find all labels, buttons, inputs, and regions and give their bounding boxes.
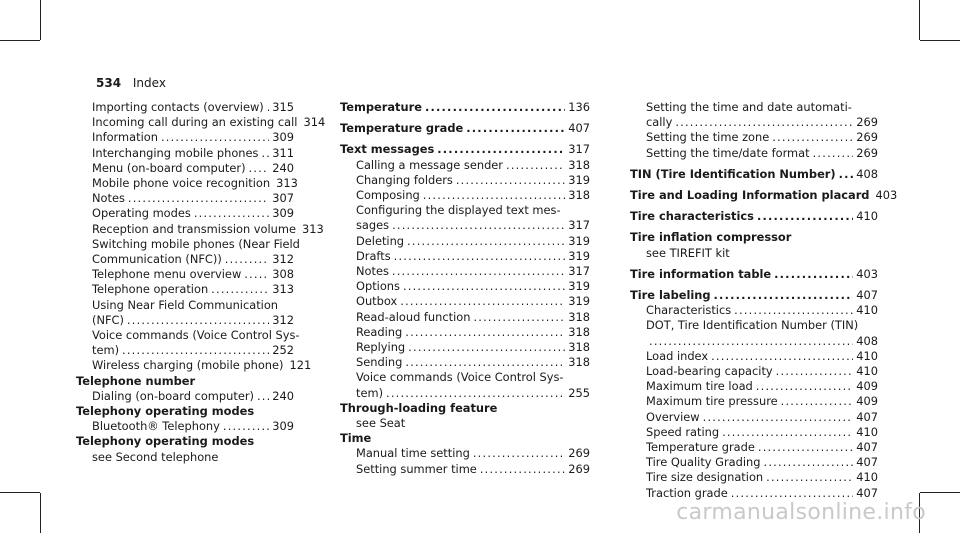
dot-leader xyxy=(711,349,853,364)
dot-leader xyxy=(244,267,269,282)
page-reference: 409 xyxy=(856,394,878,409)
index-entry xyxy=(630,188,898,203)
entry-text: Deleting xyxy=(356,233,405,248)
page-reference: 269 xyxy=(856,115,878,130)
entry-text: Changing folders xyxy=(356,172,453,187)
page-reference: 410 xyxy=(856,303,878,318)
dot-leader xyxy=(161,130,269,145)
index-subentry xyxy=(340,462,590,477)
index-subentry xyxy=(76,358,312,373)
crop-mark xyxy=(920,40,960,41)
index-subentry xyxy=(630,364,878,379)
dot-leader xyxy=(267,100,270,115)
dot-leader xyxy=(756,379,853,394)
entry-text: Importing contacts (overview) xyxy=(92,100,264,114)
index-subentry xyxy=(76,389,294,404)
dot-leader xyxy=(764,455,854,470)
index-subentry: Using Near Field Communication xyxy=(92,297,279,312)
page-reference: 317 xyxy=(568,218,590,233)
index-subentry xyxy=(340,310,590,325)
entry-text: Composing xyxy=(356,188,420,203)
index-subentry xyxy=(340,446,590,461)
entry-text: Traction grade xyxy=(646,485,728,500)
entry-text: Options xyxy=(356,279,400,294)
page-reference: 317 xyxy=(568,264,590,279)
crop-mark xyxy=(0,492,40,493)
watermark: carmanualsonline.info xyxy=(676,500,926,525)
entry-text: Reception and transmission volume xyxy=(92,221,296,236)
index-subentry xyxy=(630,115,878,130)
index-subentry: Voice commands (Voice Control Sys- xyxy=(92,328,300,343)
index-subentry xyxy=(630,303,878,318)
page-reference: 317 xyxy=(568,142,590,157)
dot-leader xyxy=(703,410,854,425)
dot-leader xyxy=(128,191,269,206)
page-reference: 318 xyxy=(568,157,590,172)
crop-mark xyxy=(919,0,920,40)
page-reference: 269 xyxy=(568,446,590,461)
page-reference: 410 xyxy=(856,348,878,363)
index-subentry xyxy=(630,146,878,161)
index-entry xyxy=(630,288,878,303)
entry-text: Load index xyxy=(646,348,709,363)
index-subentry: Voice commands (Voice Control Sys- xyxy=(356,370,564,385)
index-entry: Time xyxy=(340,431,372,446)
index-entry: Telephony operating modes xyxy=(76,434,255,449)
dot-leader xyxy=(394,249,566,264)
page-reference: 309 xyxy=(272,130,294,145)
entry-text: tem) xyxy=(92,343,120,358)
index-entry xyxy=(340,100,590,115)
entry-text: sages xyxy=(356,218,390,233)
index-entry xyxy=(340,142,590,157)
index-subentry: see TIREFIT kit xyxy=(646,245,730,260)
page-reference: 407 xyxy=(856,485,878,500)
index-subentry xyxy=(76,100,294,115)
entry-text: Setting summer time xyxy=(356,461,477,476)
page-reference: 121 xyxy=(289,358,312,373)
page-reference: 407 xyxy=(856,455,878,470)
index-subentry xyxy=(340,173,590,188)
page-reference: 314 xyxy=(303,115,326,130)
page-reference: 318 xyxy=(568,340,590,355)
entry-text: Reading xyxy=(356,324,403,339)
index-subentry xyxy=(340,264,590,279)
index-subentry xyxy=(630,334,878,349)
dot-leader xyxy=(194,206,269,221)
page-reference: 269 xyxy=(568,461,590,476)
page-reference: 410 xyxy=(856,209,878,224)
entry-text: Communication (NFC)) xyxy=(92,252,222,267)
dot-leader xyxy=(408,340,565,355)
index-subentry xyxy=(76,146,294,161)
page-reference: 407 xyxy=(856,288,878,303)
index-subentry xyxy=(76,419,294,434)
dot-leader xyxy=(225,252,269,267)
index-subentry xyxy=(76,313,294,328)
index-subentry xyxy=(630,130,878,145)
dot-leader xyxy=(257,389,269,404)
dot-leader xyxy=(839,167,854,182)
index-subentry xyxy=(76,343,294,358)
page-reference: 315 xyxy=(272,100,294,114)
index-subentry xyxy=(340,340,590,355)
index-subentry xyxy=(630,470,878,485)
index-subentry xyxy=(76,130,294,145)
dot-leader xyxy=(400,294,565,309)
index-subentry xyxy=(76,252,294,267)
entry-text: Dialing (on-board computer) xyxy=(92,388,254,403)
page-reference: 407 xyxy=(856,440,878,455)
entry-text: Information xyxy=(92,130,158,145)
dot-leader xyxy=(813,146,854,161)
index-subentry xyxy=(630,394,878,409)
entry-text: Telephone menu overview xyxy=(92,267,242,282)
index-subentry xyxy=(76,267,294,282)
dot-leader xyxy=(249,161,270,176)
page-reference: 318 xyxy=(568,324,590,339)
page-header xyxy=(96,76,166,90)
entry-text: Tire characteristics xyxy=(630,209,754,224)
page-reference: 240 xyxy=(272,160,294,175)
dot-leader xyxy=(506,158,565,173)
dot-leader xyxy=(261,146,269,161)
crop-mark xyxy=(920,492,960,493)
page-reference: 318 xyxy=(568,355,590,370)
index-subentry: see Second telephone xyxy=(92,449,219,464)
entry-text: Replying xyxy=(356,340,406,355)
index-entry xyxy=(340,121,590,136)
entry-text: Operating modes xyxy=(92,206,191,221)
index-subentry xyxy=(76,161,294,176)
entry-text: Temperature grade xyxy=(340,121,464,136)
entry-text: Telephone operation xyxy=(92,282,209,297)
entry-text: Mobile phone voice recognition xyxy=(92,176,271,191)
dot-leader xyxy=(774,267,853,282)
page-reference: 255 xyxy=(568,385,590,400)
index-subentry xyxy=(340,218,590,233)
page-reference: 410 xyxy=(856,424,878,439)
page-reference: 269 xyxy=(856,130,878,145)
entry-text: TIN (Tire Identification Number) xyxy=(630,166,836,181)
dot-leader xyxy=(758,440,853,455)
entry-text: (NFC) xyxy=(92,312,124,327)
entry-text: Read-aloud function xyxy=(356,309,471,324)
dot-leader xyxy=(473,446,565,461)
entry-text: Temperature grade xyxy=(646,440,755,455)
page-reference: 319 xyxy=(568,279,590,294)
entry-text: Setting the time/date format xyxy=(646,145,810,160)
entry-text: Calling a message sender xyxy=(356,157,503,172)
entry-text: Manual time setting xyxy=(356,446,470,461)
entry-text: Notes xyxy=(356,264,389,279)
index-subentry xyxy=(76,206,294,221)
dot-leader xyxy=(392,218,565,233)
dot-leader xyxy=(772,130,853,145)
entry-text: Maximum tire load xyxy=(646,379,753,394)
page-reference: 313 xyxy=(276,176,298,191)
page-reference: 403 xyxy=(875,188,898,203)
index-subentry xyxy=(340,188,590,203)
page-reference: 313 xyxy=(272,282,294,297)
index-subentry: Setting the time and date automati- xyxy=(646,100,852,114)
page-reference: 252 xyxy=(272,343,294,358)
crop-mark xyxy=(40,493,41,533)
page-reference: 307 xyxy=(272,191,294,206)
entry-text: Interchanging mobile phones xyxy=(92,145,259,160)
crop-mark xyxy=(0,40,40,41)
dot-leader xyxy=(473,310,565,325)
index-subentry: Switching mobile phones (Near Field xyxy=(92,236,300,251)
dot-leader xyxy=(392,264,565,279)
dot-leader xyxy=(407,234,565,249)
page-reference: 313 xyxy=(302,221,324,236)
index-column-2 xyxy=(340,100,590,477)
entry-text: Sending xyxy=(356,355,403,370)
index-subentry xyxy=(630,349,878,364)
entry-text: tem) xyxy=(356,385,384,400)
entry-text: Drafts xyxy=(356,248,391,263)
entry-text: cally xyxy=(646,115,673,130)
entry-text: Speed rating xyxy=(646,424,720,439)
index-entry: Through-loading feature xyxy=(340,400,498,415)
index-subentry xyxy=(76,115,326,130)
entry-text: Bluetooth® Telephony xyxy=(92,419,220,434)
index-subentry xyxy=(630,410,878,425)
page-reference: 410 xyxy=(856,364,878,379)
dot-leader xyxy=(386,386,565,401)
index-subentry xyxy=(76,191,294,206)
dot-leader xyxy=(714,288,854,303)
entry-text: Notes xyxy=(92,191,125,206)
entry-text: Text messages xyxy=(340,142,435,157)
page-reference: 136 xyxy=(568,100,590,114)
entry-text: Load-bearing capacity xyxy=(646,364,773,379)
entry-text: Temperature xyxy=(340,100,422,114)
index-subentry xyxy=(340,355,590,370)
page-reference: 309 xyxy=(272,206,294,221)
page-reference: 319 xyxy=(568,233,590,248)
page-reference: 319 xyxy=(568,294,590,309)
entry-text: Tire labeling xyxy=(630,288,711,303)
dot-leader xyxy=(403,279,565,294)
page-reference: 403 xyxy=(856,266,878,281)
index-entry: Telephony operating modes xyxy=(76,404,255,419)
index-column-3 xyxy=(630,100,898,501)
page-reference: 312 xyxy=(272,312,294,327)
entry-text: Characteristics xyxy=(646,303,732,318)
index-subentry xyxy=(340,386,590,401)
page-reference: 309 xyxy=(272,419,294,434)
page-reference: 311 xyxy=(272,145,294,160)
dot-leader xyxy=(466,121,565,136)
index-subentry xyxy=(340,279,590,294)
index-entry: Telephone number xyxy=(76,373,196,388)
page-reference: 408 xyxy=(856,333,878,348)
index-subentry xyxy=(340,325,590,340)
page-reference: 308 xyxy=(272,267,294,282)
page-reference: 409 xyxy=(856,379,878,394)
index-entry xyxy=(630,209,878,224)
dot-leader xyxy=(423,188,565,203)
page-reference: 240 xyxy=(272,388,294,403)
section-title: Index xyxy=(132,76,166,90)
dot-leader xyxy=(734,303,853,318)
dot-leader xyxy=(122,343,269,358)
entry-text: Menu (on-board computer) xyxy=(92,160,246,175)
entry-text: Overview xyxy=(646,409,700,424)
page-reference: 408 xyxy=(856,166,878,181)
index-subentry xyxy=(630,379,878,394)
dot-leader xyxy=(456,173,565,188)
index-subentry xyxy=(630,455,878,470)
dot-leader xyxy=(776,364,854,379)
dot-leader xyxy=(731,486,853,501)
page-reference: 318 xyxy=(568,188,590,203)
index-subentry xyxy=(340,158,590,173)
index-subentry xyxy=(630,486,878,501)
dot-leader xyxy=(675,115,853,130)
index-subentry xyxy=(340,234,590,249)
index-subentry: DOT, Tire Identification Number (TIN) xyxy=(646,318,859,333)
index-subentry xyxy=(340,294,590,309)
index-entry xyxy=(630,167,878,182)
index-subentry: see Seat xyxy=(356,416,406,431)
entry-text: Outbox xyxy=(356,294,398,309)
index-subentry xyxy=(76,221,324,237)
dot-leader xyxy=(437,142,565,157)
entry-text: Incoming call during an existing call xyxy=(92,115,298,130)
entry-text: Setting the time zone xyxy=(646,130,770,145)
index-subentry xyxy=(340,249,590,264)
page-reference: 318 xyxy=(568,309,590,324)
entry-text: Maximum tire pressure xyxy=(646,394,778,409)
index-entry: Tire inflation compressor xyxy=(630,230,792,245)
page-reference: 312 xyxy=(272,252,294,267)
crop-mark xyxy=(40,0,41,40)
entry-text: Tire size designation xyxy=(646,470,764,485)
dot-leader xyxy=(211,282,269,297)
page-reference: 407 xyxy=(856,409,878,424)
index-subentry xyxy=(76,282,294,297)
entry-text: Wireless charging (mobile phone) xyxy=(92,358,284,373)
index-subentry: Configuring the displayed text mes- xyxy=(356,203,561,218)
dot-leader xyxy=(405,355,565,370)
dot-leader xyxy=(223,419,269,434)
dot-leader xyxy=(127,313,269,328)
page-reference: 269 xyxy=(856,145,878,160)
dot-leader xyxy=(757,209,853,224)
dot-leader xyxy=(722,425,853,440)
page-reference: 319 xyxy=(568,248,590,263)
index-column-1 xyxy=(76,100,326,465)
dot-leader xyxy=(766,470,853,485)
index-subentry xyxy=(76,176,298,191)
page-number: 534 xyxy=(96,76,122,90)
dot-leader xyxy=(480,462,565,477)
page-reference: 319 xyxy=(568,172,590,187)
index-entry xyxy=(630,267,878,282)
dot-leader xyxy=(649,334,853,349)
dot-leader xyxy=(425,100,565,115)
dot-leader xyxy=(405,325,565,340)
entry-text: Tire information table xyxy=(630,266,772,281)
dot-leader xyxy=(781,394,854,409)
entry-text: Tire and Loading Information placard xyxy=(630,188,870,203)
entry-text: Tire Quality Grading xyxy=(646,455,761,470)
index-subentry xyxy=(630,425,878,440)
index-subentry xyxy=(630,440,878,455)
page-reference: 407 xyxy=(568,121,590,136)
page-reference: 410 xyxy=(856,470,878,485)
